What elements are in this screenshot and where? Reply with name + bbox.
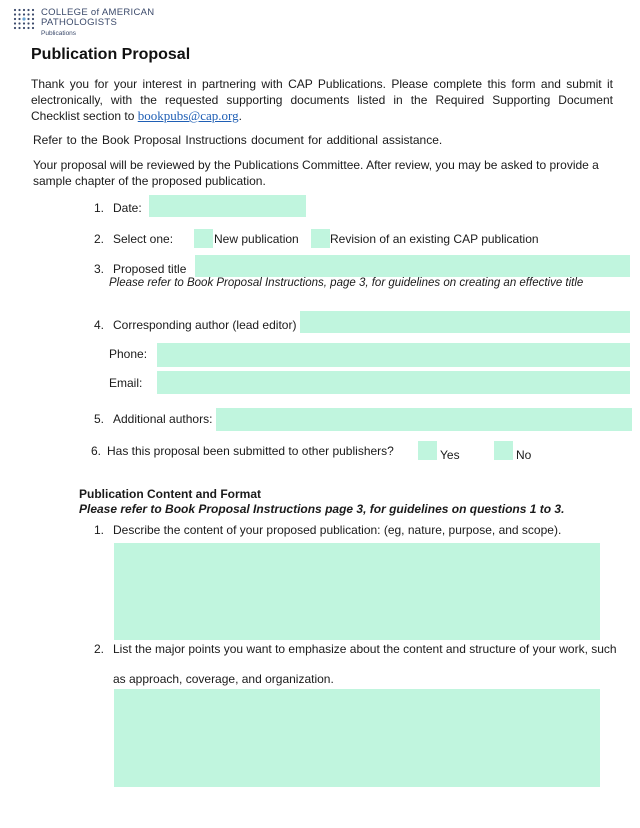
c2-label: List the major points you want to emphasize about the content and structure of your work, such (113, 642, 617, 656)
date-field[interactable] (149, 195, 306, 217)
q3-label: Proposed title (113, 262, 187, 276)
revision-label: Revision of an existing CAP publication (330, 232, 539, 246)
logo-line-1: COLLEGE of AMERICAN (41, 7, 155, 18)
c1-label: Describe the content of your proposed publication: (eg, nature, purpose, and scope). (113, 523, 562, 537)
q3-number: 3. (94, 262, 105, 276)
phone-field[interactable] (157, 343, 630, 367)
q2-label: Select one: (113, 232, 174, 246)
logo-wordmark (41, 8, 154, 39)
review-paragraph: Your proposal will be reviewed by the Publications Committee. After review, you may be asked to provide a sample chapter of the proposed publication. (33, 158, 599, 188)
corresponding-author-field[interactable] (300, 311, 630, 333)
q3-hint: Please refer to Book Proposal Instructions, page 3, for guidelines on creating an effective title (109, 277, 584, 289)
q5-label: Additional authors: (113, 412, 213, 426)
intro-end: . (238, 109, 242, 123)
q1-label: Date: (113, 201, 142, 215)
c2-number: 2. (94, 642, 105, 656)
yes-label: Yes (440, 448, 460, 462)
content-description-field[interactable] (114, 543, 600, 640)
q6-number: 6. (91, 444, 102, 458)
intro-paragraph (31, 76, 613, 124)
refer-paragraph: Refer to the Book Proposal Instructions document for additional assistance. (33, 133, 443, 147)
additional-authors-field[interactable] (216, 408, 632, 431)
email-label: Email: (109, 376, 143, 390)
q6-label: Has this proposal been submitted to other publishers? (107, 444, 394, 458)
revision-checkbox[interactable] (311, 229, 330, 248)
no-label: No (516, 448, 532, 462)
c2-label-continued: as approach, coverage, and organization. (113, 672, 334, 686)
proposed-title-field[interactable] (195, 255, 630, 277)
q4-label: Corresponding author (lead editor) (113, 318, 297, 332)
q2-number: 2. (94, 232, 105, 246)
phone-label: Phone: (109, 347, 148, 361)
logo-line-2: PATHOLOGISTS (41, 17, 118, 28)
major-points-field[interactable] (114, 689, 600, 787)
yes-checkbox[interactable] (418, 441, 437, 460)
no-checkbox[interactable] (494, 441, 513, 460)
q5-number: 5. (94, 412, 105, 426)
new-publication-label: New publication (214, 232, 299, 246)
dot-grid-logo-icon (12, 7, 36, 31)
logo-line-3: Publications (41, 30, 77, 37)
q4-number: 4. (94, 318, 105, 332)
intro-text: Thank you for your interest in partnering with CAP Publications. Please complete this form and submit it electronically, with the requested supporting documents listed in the Required Supporting Document Checklist section to (31, 77, 613, 123)
q1-number: 1. (94, 201, 105, 215)
email-link[interactable]: bookpubs@cap.org (137, 108, 239, 123)
section-hint: Please refer to Book Proposal Instructions page 3, for guidelines on questions 1 to 3. (79, 502, 565, 516)
section-heading: Publication Content and Format (79, 487, 261, 501)
new-publication-checkbox[interactable] (194, 229, 213, 248)
page-title: Publication Proposal (31, 46, 191, 63)
c1-number: 1. (94, 523, 105, 537)
email-field[interactable] (157, 371, 630, 394)
